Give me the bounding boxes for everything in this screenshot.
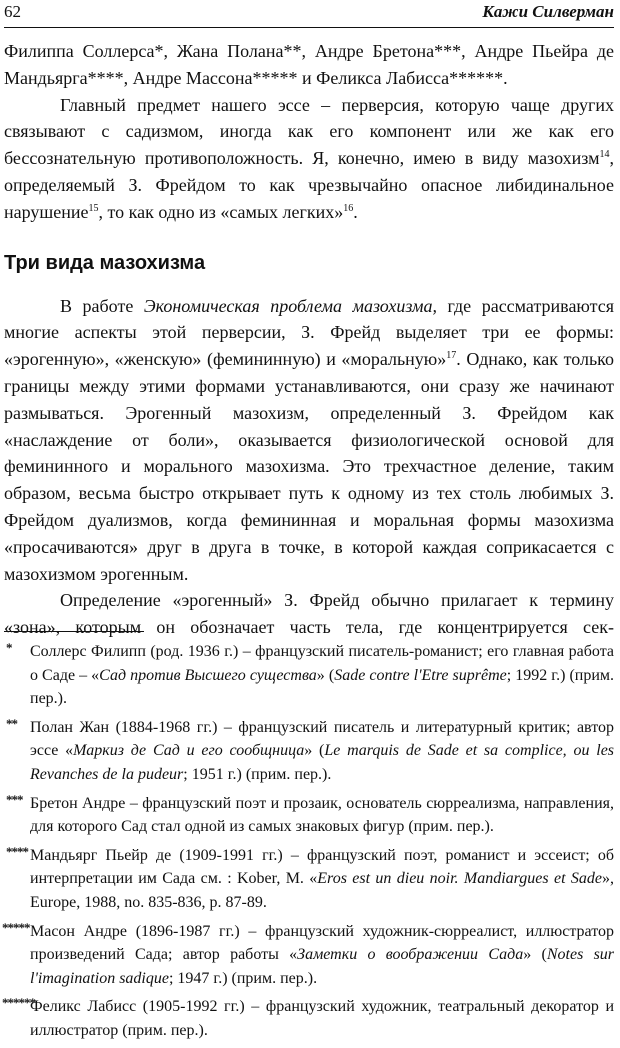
text-run: Филиппа Соллерса — [4, 41, 155, 61]
text-run: , Андре Бретона — [301, 41, 435, 61]
page-number: 62 — [4, 2, 21, 21]
running-title: Кажи Силверман — [482, 2, 614, 21]
footnote-mark: ****** — [2, 995, 35, 1011]
text-run: » ( — [304, 742, 325, 760]
footnote-6 — [4, 995, 614, 1042]
text-run: где рассматриваются многие аспекты этой перверсии, З. Фрейд выделяет три ее формы: «эрогенную», «женскую» (фемининную) и «моральную» — [4, 295, 614, 370]
text-run: Соллерс Филипп (род. 1936 г.) – французский писатель-романист; его главная работа о Саде – « — [30, 643, 614, 684]
text-run: В работе — [60, 295, 144, 316]
footnote-ref: ****** — [449, 67, 504, 88]
text-run: . Однако, как только границы между этими формами устанавливаются, они сразу же начинают размываться. Эрогенный мазохизм, определенный З. Фрейдом как «наслаждение от боли», оказывается физиологической основой для фемининного и морального мазохизма. Это трехчастное деление, таким образом, весьма быстро открывает путь к одному из тех столь любимых З. Фрейдом дуализмов, когда фемининная и моральная формы мазохизма «просачиваются» друг в друга в точке, в которой каждая соприкасается с мазохизмом эрогенным. — [4, 349, 614, 584]
endnote-ref: 15 — [88, 202, 99, 214]
endnote-ref: 17 — [446, 350, 457, 362]
footnote-3 — [4, 792, 614, 839]
text-run: » ( — [523, 946, 547, 964]
text-run: Феликс Лабисс (1905-1992 гг.) – французский художник, театральный декоратор и иллюстратор (прим. пер.). — [30, 998, 614, 1039]
paragraph-2 — [4, 92, 614, 226]
text-run: , определяемый З. Фрейдом то как чрезвычайно опасное либидинальное нарушение — [4, 148, 614, 222]
text-run: Масон Андре (1896-1987 гг.) – французский художник-сюрреалист, иллюстратор произведений Сада; автор работы « — [30, 922, 614, 964]
text-run: ; 1947 г.) (прим. пер.). — [168, 969, 318, 987]
footnote-mark: **** — [6, 843, 28, 859]
page-header — [4, 2, 614, 26]
text-run: Главный предмет нашего эссе – перверсия, которую чаще других связывают с садизмом, иногда как его компонент или же как его бессознательную противоположность. Я, конечно, имею в виду мазохизм — [4, 94, 614, 169]
text-run: , Жана Полана — [163, 41, 284, 61]
text-run: , Андре Пьейра де Мандьярга — [4, 41, 614, 88]
work-title: Экономическая проблема мазохизма, — [143, 295, 437, 316]
text-run: . — [503, 67, 508, 88]
footnote-rule — [4, 631, 144, 632]
text-run: и Феликса Лабисса — [297, 67, 450, 88]
text-run: , то как одно из «самых легких» — [98, 201, 344, 222]
footnote-mark: ***** — [2, 919, 30, 935]
footnote-ref: * — [154, 41, 164, 61]
text-run: . — [353, 201, 358, 222]
work-title: Sade contre l'Etre suprême — [334, 666, 507, 684]
footnote-mark: * — [6, 640, 12, 655]
text-run: » ( — [316, 666, 335, 684]
text-run: ; 1951 г.) (прим. пер.). — [183, 765, 332, 783]
footnotes — [4, 640, 614, 1048]
footnote-5 — [4, 920, 614, 991]
footnote-ref: **** — [87, 67, 124, 88]
work-title: Заметки о воображении Сада — [297, 946, 524, 964]
footnote-4 — [4, 844, 614, 915]
work-title: Le marquis de Sade et sa complice, ou les Revanches de la pudeur — [30, 742, 615, 783]
header-rule — [4, 27, 614, 28]
work-title: Маркиз де Сад и его сообщница — [73, 742, 305, 760]
footnote-ref: *** — [434, 41, 462, 61]
text-run: Мандьярг Пьейр де (1909-1991 гг.) – французский поэт, романист и эссеист; об интерпретации им Сада см. : Kober, M. « — [30, 846, 614, 888]
footnote-mark: ** — [6, 715, 17, 731]
text-run: », Europe, 1988, no. 835-836, p. 87-89. — [30, 870, 614, 911]
text-run: ; 1992 г.) (прим. пер.). — [30, 666, 615, 708]
footnote-ref: ** — [283, 41, 302, 61]
work-title: Eros est un dieu noir. Mandiargues et Sade — [317, 870, 602, 888]
paragraph-3 — [4, 293, 614, 588]
text-run: Полан Жан (1884-1968 гг.) – французский писатель и литературный критик; автор эссе « — [30, 718, 614, 760]
text-run: , Андре Массона — [123, 67, 253, 88]
footnote-1 — [4, 640, 614, 711]
work-title: Сад против Высшего существа — [99, 666, 317, 684]
footnote-mark: *** — [6, 791, 23, 807]
text-run: Бретон Андре – французский поэт и прозаик, основатель сюрреализма, направления, для которого Сад стал одной из самых знаковых фигур (прим. пер.). — [30, 794, 614, 836]
paragraph-4: Определение «эрогенный» З. Фрейд обычно прилагает к термину «зона», которым он обозначает часть тела, где концентрируется сек- — [4, 590, 614, 638]
main-text — [4, 38, 614, 641]
section-heading: Три вида мазохизма — [4, 251, 206, 274]
paragraph-1 — [4, 38, 614, 92]
footnote-2 — [4, 716, 614, 787]
endnote-ref: 16 — [343, 202, 354, 214]
footnote-ref: ***** — [252, 67, 298, 88]
work-title: Notes sur l'imagination sadique — [30, 946, 615, 987]
endnote-ref: 14 — [599, 149, 610, 161]
